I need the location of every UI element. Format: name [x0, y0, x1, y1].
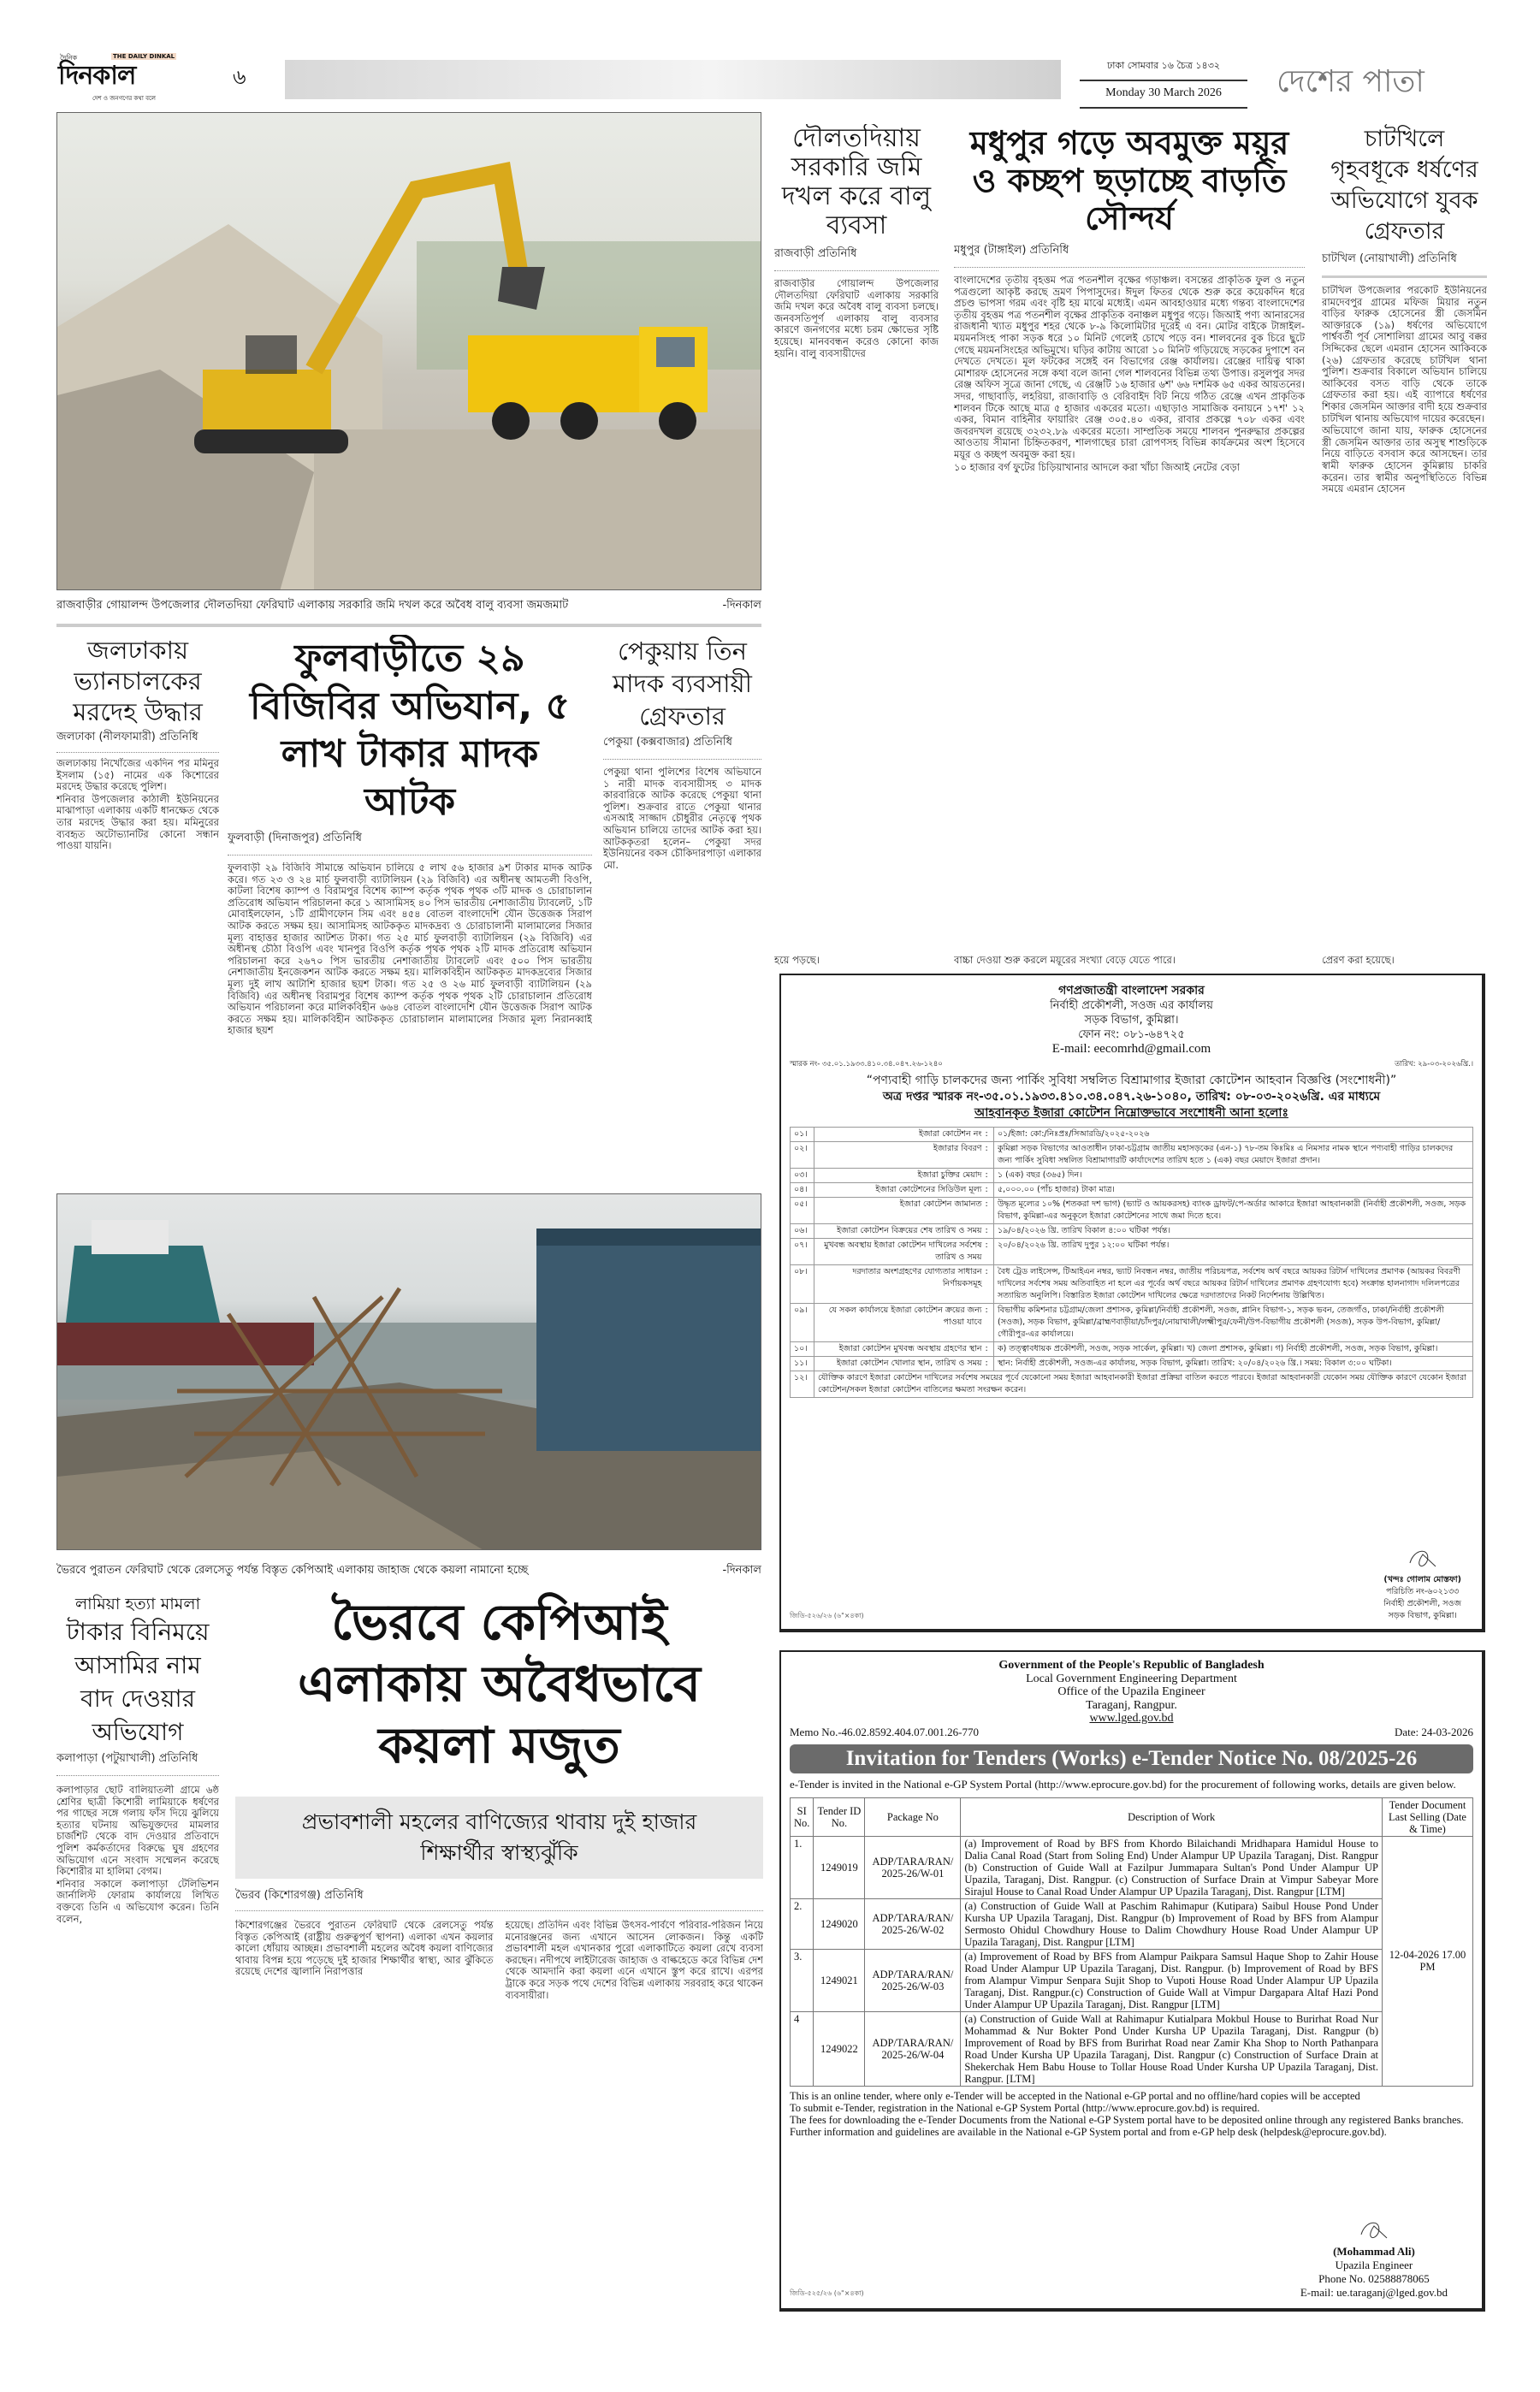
row-value: ১ (এক) বছর (৩৬৫) দিন। — [994, 1169, 1473, 1183]
article-body — [1322, 285, 1487, 951]
notice-dept: Local Government Engineering Department — [1026, 1672, 1237, 1685]
column-header: Description of Work — [961, 1797, 1383, 1836]
article-body — [954, 275, 1305, 951]
package-no: ADP/TARA/RAN/ 2025-26/W-04 — [865, 2011, 961, 2086]
row-value: বৈধ ট্রেড লাইসেন্স, টিআইএন নম্বর, ভ্যাট নিবন্ধন নম্বর, জাতীয় পরিচয়পত্র, সর্বশেষ অর্থ বছরে আয়কর রিটার্ন দাখিলের প্রমাণক (আয়কর বিবরণী দাখিলের সর্বশেষ সময় অতিবাহিত না হলে এর পূর্বের অর্থ বছরে আয়কর রিটার্ন দাখিলের প্রমাণক গ্রহণযোগ্য হবে) সংক্রান্ত হালনাগাদ দলিলপত্রের সত্যায়িত অনুলিপি। বিস্তারিত ইজারা কোটেশন দাখিলের ক্ষেত্রে দরদাতাদের নিকট নির্দেশনায় উল্লিখিত। — [994, 1265, 1473, 1304]
divider — [235, 1910, 763, 1911]
divider — [56, 624, 761, 627]
work-description: (a) Construction of Guide Wall at Paschim Rahimapur (Kutipara) Saibul House Pond Under Kursha UP Upazila Taraganj, Dist. Rangpur (b) Improvement of Road by BFS from Alampur Sermosto Ohidul Chowdhury House to Dalim Chowdhury House Road Under Alampur UP Upazila Taraganj, Dist. Rangpur [LTM] — [961, 1898, 1383, 1949]
caption-credit: -দিনকাল — [722, 599, 761, 612]
photo1-caption — [56, 597, 761, 615]
byline: রাজবাড়ী প্রতিনিধি — [774, 247, 857, 260]
row-colon: : — [986, 1169, 994, 1183]
headline: মধুপুর গড়ে অবমুক্ত ময়ূর ও কচ্ছপ ছড়াচ্ছে বাড়তি সৌন্দর্য — [969, 124, 1289, 237]
row-label: ইজারা কোটেশন নং — [814, 1128, 986, 1142]
si-no: 3. — [791, 1949, 814, 2011]
article-chatkhil — [1322, 124, 1487, 967]
signature-block — [1300, 2219, 1448, 2300]
signature-icon — [1406, 1548, 1440, 1570]
divider — [56, 1775, 219, 1776]
table-row — [791, 1265, 1473, 1304]
notice-title: “পণ্যবাহী গাড়ি চালকদের জন্য পার্কিং সুবিধা সম্বলিত বিশ্রামাগার ইজারা কোটেশন আহবান বিজ্ঞপ্তি (সংশোধনী)” — [866, 1074, 1397, 1087]
memo-number: Memo No.-46.02.8592.404.07.001.26-770 — [790, 1725, 979, 1738]
article-pekua — [603, 635, 761, 1165]
table-row — [791, 1142, 1473, 1169]
column-header: Tender ID No. — [814, 1797, 865, 1836]
notice-org: গণপ্রজাতন্ত্রী বাংলাদেশ সরকার — [1058, 984, 1205, 998]
row-label: ইজারার বিবরণ — [814, 1142, 986, 1169]
row-colon: : — [986, 1224, 994, 1239]
column-header: Tender Document Last Selling (Date & Time) — [1383, 1797, 1473, 1836]
notice-office: নির্বাহী প্রকৌশলী, সওজ এর কার্যালয় — [1050, 999, 1213, 1012]
row-colon: : — [986, 1239, 994, 1265]
signatory-office: সড়ক বিভাগ, কুমিল্লা। — [1388, 1611, 1457, 1620]
article-daulatdia — [774, 124, 939, 967]
table-row — [791, 1128, 1473, 1142]
photo-sand-excavator — [56, 112, 761, 590]
work-description: (a) Improvement of Road by BFS from Khordo Bilaichandi Mridhapara Hamidul House to Dalia Canal Road (Start from Soling End) Under Alampur UP Upazila Taraganj, Dist. Rangpur (b) Construction of Guide Wall at Fazilpur Jummapara Sultan's Pond Under Alampur UP Upazila, Taraganj, Dist. Rangpur. (c) Construction of Surface Drain at Vimpur Sabeyar More Sirajul House to Canal Road Under Alampur UP Upazila Taraganj, Dist. Rangpur [LTM] — [961, 1836, 1383, 1898]
note: To submit e-Tender, registration in the National e-GP System Portal (http://www.eprocure.gov.bd) is required. — [790, 2101, 1260, 2114]
article-ending: হয়ে পড়ছে। — [774, 955, 820, 967]
headline: টাকার বিনিময়ে আসামির নাম বাদ দেওয়ার অভিযোগ — [66, 1618, 210, 1746]
note: The fees for downloading the e-Tender Documents from the National e-GP System portal have to be deposited online through any registered Banks branches. — [790, 2113, 1464, 2126]
row-value: কুমিল্লা সড়ক বিভাগের আওতাধীন ঢাকা-চট্টগ্রাম জাতীয় মহাসড়কের (এন-১) ৭৮-তম কিঃমিঃ এ নিমসার নামক স্থানে পণ্যবাহী গাড়ির চালকদের জন্য পার্কিং সুবিধা সম্বলিত বিশ্রামাগারটি কার্যাদেশের তারিখ হতে ১ (এক) বছর মেয়াদে ইজারা প্রদান। — [994, 1142, 1473, 1169]
notice-phone: ফোন নং: ০৮১-৬৪৭২৫ — [1078, 1028, 1185, 1041]
tender-row — [791, 2011, 1473, 2086]
article-jaldhaka — [56, 635, 219, 1165]
row-label: ইজারা চুক্তির মেয়াদ — [814, 1169, 986, 1183]
row-label: মুখবন্ধ অবস্থায় ইজারা কোটেশন দাখিলের সর্বশেষ তারিখ ও সময় — [814, 1239, 986, 1265]
row-number: ১১। — [791, 1357, 814, 1371]
subheadline-box — [235, 1797, 763, 1879]
table-row — [791, 1371, 1473, 1398]
paragraph: চাটখিল উপজেলার পরকোট ইউনিয়নের রামদেবপুর গ্রামের মফিজ মিয়ার নতুন বাড়ির ফারুক হোসেনের স্ত্রী জেসমিন আক্তারকে (১৯) ধর্ষণের অভিযোগে পার্শ্ববর্তী পূর্ব সোশালিয়া গ্রামের আবু বক্কর সিদ্দিকের ছেলে এমরান হোসেন আকিবকে (২৬) গ্রেফতার করেছে চাটখিল থানা পুলিশ। শুক্রবার বিকালে অভিযান চালিয়ে আকিবের বসত বাড়ি থেকে তাকে গ্রেফতার করা হয়। এই ব্যাপারে ধর্ষণের শিকার জেসমিন আক্তার বাদী হয়ে শুক্রবার চাটখিল থানায় অভিযোগ দায়ের করেছেন। — [1322, 285, 1487, 424]
date-english: Monday 30 March 2026 — [1080, 81, 1247, 109]
article-body: পেকুয়া থানা পুলিশের বিশেষ অভিযানে ১ নারী মাদক ব্যবসায়ীসহ ৩ মাদক কারবারিকে আটক করেছে পেকুয়া থানা পুলিশ। শুক্রবার রাতে পেকুয়া থানার এসআই সাজ্জাদ চৌধুরীর নেতৃত্বে পৃথক অভিযান চালিয়ে তাদের আটক করা হয়। আটককৃতরা হলেন– পেকুয়া সদর ইউনিয়নের বকস চৌকিদারপাড়া এলাকার মো. — [603, 767, 761, 871]
column-header: SI No. — [791, 1797, 814, 1836]
row-colon: : — [986, 1183, 994, 1198]
tender-row — [791, 1949, 1473, 2011]
table-row — [791, 1342, 1473, 1357]
row-value: ৫,০০০.০০ (পাঁচ হাজার) টাকা মাত্র। — [994, 1183, 1473, 1198]
signatory-email: E-mail: ue.taraganj@lged.gov.bd — [1300, 2286, 1448, 2299]
signature-icon — [1357, 2219, 1391, 2241]
row-label: ইজারা কোটেশনের সিডিউল মূল্য — [814, 1183, 986, 1198]
paragraph: কলাপাড়ার ছোট বালিয়াতলী গ্রামে ৬ষ্ঠ শ্রেণির ছাত্রী কিশোরী লামিয়াকে ধর্ষণের পর গাছের সঙ্গে গলায় ফাঁস দিয়ে ঝুলিয়ে হত্যার ঘটনায় অভিযুক্তদের মামলার চার্জশিট থেকে বাদ দেওয়ার প্রতিবাদে পুলিশ কর্মকর্তাদের বিরুদ্ধে ঘুষ গ্রহণের অভিযোগ এনে সংবাদ সম্মেলন করেছে কিশোরীর মা হালিমা বেগম। — [56, 1785, 219, 1878]
page-number: ৬ — [233, 65, 246, 89]
notice-office: Office of the Upazila Engineer — [1057, 1685, 1205, 1698]
article-ending: বাচ্চা দেওয়া শুরু করলে ময়ূরের সংখ্যা বেড়ে যেতে পারে। — [954, 955, 1176, 967]
article-ending: প্রেরণ করা হয়েছে। — [1322, 955, 1395, 967]
divider — [954, 267, 1305, 268]
si-no: 2. — [791, 1898, 814, 1949]
byline: কলাপাড়া (পটুয়াখালী) প্রতিনিধি — [56, 1752, 198, 1765]
article-lamia — [56, 1593, 219, 2363]
note: Further information and guidelines are available in the National e-GP System portal and from e-GP help desk (helpdesk@eprocure.gov.bd). — [790, 2125, 1387, 2138]
headline: দৌলতদিয়ায় সরকারি জমি দখল করে বালু ব্যবসা — [781, 124, 932, 240]
notice-banner: Invitation for Tenders (Works) e-Tender Notice No. 08/2025-26 — [790, 1744, 1473, 1773]
row-label: ইজারা কোটেশন জামানত — [814, 1198, 986, 1224]
signatory-name: (খন্দঃ গোলাম মোস্তফা) — [1383, 1575, 1461, 1584]
notice-division: সড়ক বিভাগ, কুমিল্লা। — [1084, 1014, 1179, 1027]
photo-coal-ship — [56, 1193, 761, 1550]
date-box — [1080, 55, 1247, 106]
notice-org: Government of the People's Republic of Bangladesh — [998, 1659, 1265, 1672]
row-colon: : — [986, 1142, 994, 1169]
row-number: ০১। — [791, 1128, 814, 1142]
table-row — [791, 1169, 1473, 1183]
work-description: (a) Construction of Guide Wall at Rahimapur Kutialpara Mokbul House to Burirhat Road Nur Mohammad & Nur Bokter Pond Under Kursha UP Upazila Taraganj, Dist. Rangpur (b) Improvement of Road by BFS from Burirhat Road near Zamir Kha Shop to North Pathanpara Road Under Kursha UP Upazila Taraganj, Dist. Rangpur (c) Construction of Surface Drain at Shekerchak Hem Babu House to Tollar House Road Under Kursha UP Upazila Taraganj, Dist. Rangpur. [LTM] — [961, 2011, 1383, 2086]
row-number: ০৭। — [791, 1239, 814, 1265]
article-bhairab — [235, 1591, 763, 2361]
tender-id: 1249022 — [814, 2011, 865, 2086]
row-colon: : — [986, 1357, 994, 1371]
si-no: 1. — [791, 1836, 814, 1898]
table-row — [791, 1224, 1473, 1239]
notice-subtitle: অত্র দপ্তর স্মারক নং-৩৫.০১.১৯৩৩.৪১০.৩৪.০৪৭.২৬-১০৪০, তারিখ: ০৮-০৩-২০২৬খ্রি. এর মাধ্যমে — [882, 1090, 1381, 1104]
byline: পেকুয়া (কক্সবাজার) প্রতিনিধি — [603, 736, 732, 749]
byline: ফুলবাড়ী (দিনাজপুর) প্রতিনিধি — [228, 832, 362, 844]
package-no: ADP/TARA/RAN/ 2025-26/W-02 — [865, 1898, 961, 1949]
table-header-row — [791, 1797, 1473, 1836]
tender-row — [791, 1898, 1473, 1949]
row-number: ০৩। — [791, 1169, 814, 1183]
memo-date: Date: 24-03-2026 — [1394, 1725, 1473, 1738]
row-number: ০৮। — [791, 1265, 814, 1304]
row-value: ১৯/০৪/২০২৬ খ্রি. তারিখ বিকাল ৪:০০ ঘটিকা পর্যন্ত। — [994, 1224, 1473, 1239]
article-madhupur — [954, 124, 1305, 967]
divider — [1322, 275, 1487, 278]
headline: জলঢাকায় ভ্যানচালকের মরদেহ উদ্ধার — [73, 636, 203, 726]
logo-small: দৈনিক — [60, 54, 78, 62]
tender-table — [790, 1797, 1473, 2087]
signatory-title: নির্বাহী প্রকৌশলী, সওজ — [1383, 1599, 1461, 1608]
notice-subtitle2: আহবানকৃত ইজারা কোটেশন নিম্নোক্তভাবে সংশোধনী আনা হলোঃ — [974, 1106, 1288, 1120]
signatory-id: পরিচিতি নং-৬০২১৩৩ — [1386, 1587, 1460, 1596]
row-colon: : — [986, 1198, 994, 1224]
row-number: ০৫। — [791, 1198, 814, 1224]
byline: জলঢাকা (নীলফামারী) প্রতিনিধি — [56, 731, 198, 743]
byline: ভৈরব (কিশোরগঞ্জ) প্রতিনিধি — [235, 1889, 364, 1902]
headline: ফুলবাড়ীতে ২৯ বিজিবির অভিযান, ৫ লাখ টাকার মাদক আটক — [249, 636, 571, 824]
row-label: ইজারা কোটেশন বিক্রয়ের শেষ তারিখ ও সময় — [814, 1224, 986, 1239]
row-label: ইজারা কোটেশন মুখবন্ধ অবস্থায় গ্রহণের স্থান — [814, 1342, 986, 1357]
table-row — [791, 1357, 1473, 1371]
row-value: বিভাগীয় কমিশনার চট্টগ্রাম/জেলা প্রশাসক, কুমিল্লা/নির্বাহী প্রকৌশলী, সওজ, প্লানিং বিভাগ-১, সড়ক ভবন, তেজগাঁও, ঢাকা/নির্বাহী প্রকৌশলী (সওজ), সড়ক বিভাগ, কুমিল্লা/ব্রাহ্মণবাড়ীয়া/চাঁদপুর/নোয়াখালী/লক্ষ্মীপুর/ফেনী/উপ-বিভাগীয় প্রকৌশলী (সওজ), সড়ক উপ-বিভাগ, কুমিল্লা/গৌরীপুর-এর কার্যালয়ে। — [994, 1304, 1473, 1342]
table-row — [791, 1183, 1473, 1198]
row-value: উদ্ধৃত মূল্যের ১০% (শতকরা দশ ভাগ) (ভ্যাট ও আয়করসহ) ব্যাংক ড্রাফট/পে-অর্ডার আকারে ইজারা আহবানকারী (নির্বাহী প্রকৌশলী, সওজ, সড়ক বিভাগ, কুমিল্লা-এর অনুকূলে ইজারা কোটেশনের সাথে জমা দিতে হবে। — [994, 1198, 1473, 1224]
signatory-phone: Phone No. 02588878065 — [1318, 2272, 1430, 2285]
ad-footer — [790, 2216, 1473, 2301]
ad-code: জিডি-৫২৬/২৬ (৬"×৪কা) — [790, 1612, 864, 1619]
row-value: ০১/ইজা: কো:/নিঃপ্রঃ/সিআরডি/২০২৫-২০২৬ — [994, 1128, 1473, 1142]
signatory-name: (Mohammad Ali) — [1333, 2245, 1415, 2258]
subheadline: প্রভাবশালী মহলের বাণিজ্যের থাবায় দুই হাজার শিক্ষার্থীর স্বাস্থ্যঝুঁকি — [301, 1809, 697, 1865]
photo2-caption — [56, 1562, 761, 1580]
package-no: ADP/TARA/RAN/ 2025-26/W-03 — [865, 1949, 961, 2011]
caption-text: ভৈরবে পুরাতন ফেরিঘাট থেকে রেলসেতু পর্যন্ত বিস্তৃত কেপিআই এলাকায় জাহাজ থেকে কয়লা নামানো হচ্ছে — [56, 1564, 529, 1577]
signatory-title: Upazila Engineer — [1335, 2259, 1413, 2271]
notice-table — [790, 1127, 1473, 1398]
row-value: ২০/০৪/২০২৬ খ্রি. তারিখ দুপুর ১২:০০ ঘটিকা পর্যন্ত। — [994, 1239, 1473, 1265]
caption-text: রাজবাড়ীর গোয়ালন্দ উপজেলার দৌলতদিয়া ফেরিঘাট এলাকায় সরকারি জমি দখল করে অবৈধ বালু ব্যবসা জমজমাট — [56, 599, 569, 612]
byline: মধুপুর (টাঙ্গাইল) প্রতিনিধি — [954, 244, 1069, 257]
paragraph: বাংলাদেশের তৃতীয় বৃহত্তম পত্র পতনশীল বৃক্ষের গড়াঞ্চল। বসন্তের প্রাকৃতিক ফুল ও নতুন পত্রগুলো আকৃষ্ট করছে ভ্রমণ পিপাসুদের। ঈদুল ফিতর থেকে শুরু করে কয়েকদিন ধরে প্রচণ্ড ভাপসা গরম এবং বৃষ্টি হয় মাঝে মধ্যেই। এমন আবহাওয়ার মধ্যে গন্তব্য বাংলাদেশের তৃতীয় বৃহত্তম পত্র পতনশীল বৃক্ষের প্রাকৃতিক বনাঞ্চল মধুপুর গড়ে। জিআই পণ্য আনারসের রাজধানী খ্যাত মধুপুর শহর থেকে ৮-৯ কিলোমিটার দূরেই এ বন। মোটর বাইকে টাঙ্গাইল-ময়মনসিংহ পাকা সড়ক ধরে ১০ মিনিট গেলেই চোখে পড়ে বন। শালবনের বুক চিরে ছুটে গেছে ময়মনসিংহের অভিমুখে। ঘড়ির কাটায় আরো ১০ মিনিট গড়িয়েছে সড়কের দুপাশে বন দেখতে দেখতে। মূল ফটকের সঙ্গেই বন বিভাগের রেঞ্জ কার্যালয়। রেঞ্জের দায়িত্ব থাকা মোশারফ হোসেনের সঙ্গে কথা বলে জানা গেল শালবনের বিভিন্ন তথ্য উপাত্ত। রসুলপুর সদর রেঞ্জ অফিস সূত্রে জানা গেছে, এ রেঞ্জটি ১৬ হাজার ৬শ' ৬৬ দশমিক ৬৫ একর আয়তনের। সদর, গাছাবাড়ি, লহরিয়া, রাজাবাড়ি ও বেরিবাইদ বিট নিয়ে গঠিত রেঞ্জে এখন প্রাকৃতিক শালবন টিকে আছে মাত্র ৫ হাজার একরের মতো। এছাড়াও সামাজিক বনায়নে ১৭শ' ১২ একর, বিমান বাহিনীর ফায়ারিং রেঞ্জ ৩০৫.৪০ একর, রাবার প্রকল্পে ৭০৮ একর এবং জবরদখল রয়েছে ৩২৩২.৮৯ একরের মতো। সাম্প্রতিক সময়ে শালবন পুনরুদ্ধার প্রকল্পের আওতায় সীমানা চিহ্নিতকরণ, শালগাছের চারা রোপণসহ বিভিন্ন কার্যক্রমের অংশ হিসেবে ময়ূর ও কচ্ছপ অবমুক্ত করা হয়। — [954, 275, 1305, 460]
table-row — [791, 1304, 1473, 1342]
notice-website-link[interactable]: www.lged.gov.bd — [1089, 1712, 1174, 1725]
row-value: স্থান: নির্বাহী প্রকৌশলী, সওজ-এর কার্যালয়, সড়ক বিভাগ, কুমিল্লা। তারিখ: ২০/০৪/২০২৬ খ্রি.। সময়: বিকাল ৩:০০ ঘটিকা। — [994, 1357, 1473, 1371]
row-colon: : — [986, 1342, 994, 1357]
memo-number: স্মারক নং- ৩৫.০১.১৯৩৩.৪১০.৩৪.০৪৭.২৬-১২৪০ — [790, 1060, 943, 1069]
tender-id: 1249021 — [814, 1949, 865, 2011]
row-number: ১২। — [791, 1371, 814, 1398]
tender-row — [791, 1836, 1473, 1898]
row-number: ০৯। — [791, 1304, 814, 1342]
date-bangla: ঢাকা সোমবার ১৬ চৈত্র ১৪৩২ — [1080, 55, 1247, 81]
ad-code: জিডি-৫২৫/২৬ (৬"×৪কা) — [790, 2289, 864, 2297]
logo-tagline: দেশ ও জনগণের কথা বলে — [92, 95, 157, 102]
memo-date: তারিখ: ২৯-০৩-২০২৬খ্রি.। — [1395, 1060, 1473, 1069]
notice-intro: e-Tender is invited in the National e-GP System Portal (http://www.eprocure.gov.bd) for the procurement of following works, details are given below. — [790, 1777, 1456, 1791]
divider — [56, 752, 219, 753]
caption-credit: -দিনকাল — [722, 1564, 761, 1577]
row-number: ০২। — [791, 1142, 814, 1169]
article-body-col1: কিশোরগঞ্জের ভৈরবে পুরাতন ফেরিঘাট থেকে রেলসেতু পর্যন্ত বিস্তৃত কেপিআই (রাষ্ট্রীয় গুরুত্বপূর্ণ স্থাপনা) এলাকা এখন কয়লার কালো ধোঁয়ায় আচ্ছন্ন। প্রভাবশালী মহলের অবৈধ কয়লা বাণিজ্যের থাবায় বিপন্ন হয়ে পড়েছে দুই হাজার শিক্ষার্থীর স্বাস্থ্য, আর ঝুঁকিতে রয়েছে দেশের জ্বালানি নিরাপত্তার — [235, 1920, 494, 1978]
paragraph: শনিবার সকালে কলাপাড়া টেলিভিশন জার্নালিস্ট ফোরাম কার্যালয়ে লিখিত বক্তব্যে তিনি এ অভিযোগ করেন। তিনি বলেন, — [56, 1877, 219, 1925]
si-no: 4 — [791, 2011, 814, 2086]
tender-id: 1249020 — [814, 1898, 865, 1949]
article-phulbari — [228, 635, 592, 1165]
notice-email: E-mail: eecomrhd@gmail.com — [1051, 1042, 1211, 1056]
article-body — [56, 758, 219, 1165]
byline: চাটখিল (নোয়াখালী) প্রতিনিধি — [1322, 252, 1457, 265]
row-label: দরদাতার অংশগ্রহণের যোগ্যতার সাধারন নির্ণায়কসমূহ — [814, 1265, 986, 1304]
article-body: ফুলবাড়ী ২৯ বিজিবি সীমান্তে অভিযান চালিয়ে ৫ লাখ ৫৬ হাজার ৯শ টাকার মাদক আটক করে। গত ২৩ ও ২৪ মার্চ ফুলবাড়ী ব্যাটালিয়ন (২৯ বিজিবি) এর অধীনস্থ আমতলী বিওপি, কাটলা বিশেষ ক্যাম্প ও বিরামপুর বিশেষ ক্যাম্প কর্তৃক পৃথক পৃথক ৩টি মাদক ও চোরাচালান প্রতিরোধ অভিযান পরিচালনা করে ১ আসামিসহ ৪০ পিস ভারতীয় নেশাজাতীয় ট্যাবলেট, ১টি মোবাইলফোন, ১টি গ্রামীণফোন সিম এবং ৪৫৪ বোতল বাংলাদেশি যৌন উত্তেজক সিরাপ আটক করতে সক্ষম হয়। আসামিসহ আটককৃত মাদকদ্রব্য ও চোরাচালানী মালামালের সিজার মূল্য বাহাত্তর হাজার আটশত টাকা। গত ২৫ মার্চ ফুলবাড়ী ব্যাটালিয়ন (২৯ বিজিবি) এর অধীনস্থ চৌঠা বিওপি এবং খানপুর বিওপি কর্তৃক পৃথক পৃথক ২টি মাদক প্রতিরোধ অভিযান পরিচালনা করে ২৬৭০ পিস ভারতীয় নেশাজাতীয় ট্যাবলেট এবং ৫০০ পিস ভারতীয় নেশাজাতীয় ইনজেকশন আটক করতে সক্ষম হয়। মালিকবিহীন আটককৃত মাদকদ্রব্যের সিজার মূল্য দুই লাখ আটাশি হাজার ছয়শ টাকা। গত ২৫ ও ২৬ মার্চ ফুলবাড়ী ব্যাটালিয়ন (২৯ বিজিবি) এর অধীনস্থ বিরামপুর বিশেষ ক্যাম্প কর্তৃক পৃথক পৃথক ২টি চোরাচালান প্রতিরোধ অভিযান পরিচালনা করে মালিকবিহীন ৬৬৪ বোতল বাংলাদেশি যৌন উত্তেজক সিরাপ আটক করতে সক্ষম হয়। মালিকবিহীন আটককৃত চোরাচালান মালামালের সিজার মূল্য নিরানব্বাই হাজার ছয়শ — [228, 862, 592, 1037]
row-value: যৌক্তিক কারণে ইজারা কোটেশন দাখিলের সর্বশেষ সময়ের পূর্বে যেকোনো সময় ইজারা আহবানকারী ইজারা প্রক্রিয়া বাতিল করতে পারবে। ইজারা আহবানকারী যেকোন সময় যৌক্তিক কারণে যেকোন ইজারা কোটেশন/সকল ইজারা কোটেশন বাতিলের ক্ষমতা সংরক্ষন করেন। — [814, 1371, 1473, 1398]
article-body — [56, 1785, 219, 2363]
tender-id: 1249019 — [814, 1836, 865, 1898]
paragraph: ১০ হাজার বর্গ ফুটের চিড়িয়াখানার আদলে করা খাঁচা জিআই নেটের বেড়া — [954, 460, 1241, 473]
logo-english: THE DAILY DINKAL — [113, 53, 175, 60]
article-body: রাজবাড়ীর গোয়ালন্দ উপজেলার দৌলতদিয়া ফেরিঘাট এলাকায় সরকারি জমি দখল করে অবৈধ বালু ব্যবসা চলছে। জনবসতিপূর্ণ এলাকায় বালু ব্যবসার কারণে জনগণের মধ্যে চরম ক্ষোভের সৃষ্টি হয়েছে। মানববন্ধন করেও কোনো কাজ হয়নি। বালু ব্যবসায়ীদের — [774, 278, 939, 359]
row-label: যে সকল কার্যালয়ে ইজারা কোটেশন ক্রয়ের জন্য পাওয়া যাবে — [814, 1304, 986, 1342]
notice-rhd-comilla — [779, 974, 1485, 1632]
row-colon: : — [986, 1265, 994, 1304]
row-number: ১০। — [791, 1342, 814, 1357]
masthead-logo — [58, 53, 187, 103]
logo-text: দিনকাল — [58, 61, 136, 91]
paragraph: অভিযোগে জানা যায়, ফারুক হোসেনের স্ত্রী জেসমিন আক্তার তার অসুস্থ শাশুড়িকে নিয়ে বাড়িতে বসবাস করে আসছেন। তার স্বামী ফারুক হোসেন কুমিল্লায় চাকরি করেন। তার স্বামীর অনুপস্থিতিতে বিভিন্ন সময়ে এমরান হোসেন — [1322, 424, 1487, 495]
row-number: ০৬। — [791, 1224, 814, 1239]
signature-block — [1383, 1548, 1461, 1622]
kicker: লামিয়া হত্যা মামলা — [75, 1595, 200, 1613]
article-body-col2: হয়েছে। প্রতিদিন এবং বিভিন্ন উৎসব-পার্বণে পরিবার-পরিজন নিয়ে মনোরঞ্জনের জন্য এখানে আসেন লোকজন। কিন্তু একটি প্রভাবশালী মহল এখানকার পুরো এলাকাটিতে কয়লা রেখে ব্যবসা করছেন। নদীপথে লাইটারেজ জাহাজ ও বাল্কহেডে করে বিভিন্ন দেশ থেকে আমদানি করা কয়লা এনে এখানে স্তুপ করে রাখে। এরপর ট্রাকে করে সড়ক পথে দেশের বিভিন্ন এলাকায় সরবরাহ করে থাকেন ব্যবসায়ীরা। — [505, 1920, 763, 2001]
paragraph: জলঢাকায় নিখোঁজের একদিন পর মমিনুর ইসলাম (১৫) নামের এক কিশোরের মরদেহ উদ্ধার করেছে পুলিশ। — [56, 758, 219, 793]
table-row — [791, 1198, 1473, 1224]
last-selling-date: 12-04-2026 17.00 PM — [1383, 1836, 1473, 2086]
row-colon: : — [986, 1304, 994, 1342]
headline: পেকুয়ায় তিন মাদক ব্যবসায়ী গ্রেফতার — [613, 636, 752, 731]
notice-location: Taraganj, Rangpur. — [1086, 1698, 1177, 1712]
headline: ভৈরবে কেপিআই এলাকায় অবৈধভাবে কয়লা মজুত — [298, 1593, 701, 1774]
work-description: (a) Improvement of Road by BFS from Alampur Paikpara Samsul Haque Shop to Zahir House Road Under Alampur UP Upazila Taraganj, Dist. Rangpur. (b) Improvement of Road by BFS from Alampur Vimpur Senpara Sujit Shop to Vupoti House Road Under Alampur UP Upazila Taraganj, Dist. Rangpur.(c) Construction of Guide Wall at Vimpur Dargapara Altaf Hazi Pond Under Alampur UP Upazila Taraganj, Dist. Rangpur [LTM] — [961, 1949, 1383, 2011]
ad-footer — [790, 1544, 1473, 1624]
table-row — [791, 1239, 1473, 1265]
divider — [774, 270, 939, 271]
notice-lged-taraganj — [779, 1650, 1485, 2312]
divider — [603, 759, 761, 760]
column-header: Package No — [865, 1797, 961, 1836]
header-banner-bar — [285, 60, 1061, 99]
divider — [228, 855, 592, 856]
row-value: ক) তত্ত্বাবধায়ক প্রকৌশলী, সওজ, সড়ক সার্কেল, কুমিল্লা। খ) জেলা প্রশাসক, কুমিল্লা। গ) নির্বাহী প্রকৌশলী, সওজ, সড়ক বিভাগ, কুমিল্লা। — [994, 1342, 1473, 1357]
package-no: ADP/TARA/RAN/ 2025-26/W-01 — [865, 1836, 961, 1898]
headline: চাটখিলে গৃহবধূকে ধর্ষণের অভিযোগে যুবক গ্রেফতার — [1330, 126, 1478, 245]
section-title: দেশের পাতা — [1276, 64, 1424, 99]
paragraph: শনিবার উপজেলার কাঠালী ইউনিয়নের মাঝাপাড়া এলাকায় একটি ধানক্ষেত থেকে তার মরদেহ উদ্ধার করা হয়। মমিনুরের ব্যবহৃত অটোভ্যানটির কোনো সন্ধান পাওয়া যায়নি। — [56, 792, 219, 852]
row-number: ০৪। — [791, 1183, 814, 1198]
note: This is an online tender, where only e-Tender will be accepted in the National e-GP portal and no offline/hard copies will be accepted — [790, 2089, 1360, 2102]
row-colon: : — [986, 1128, 994, 1142]
row-label: ইজারা কোটেশন খোলার স্থান, তারিখ ও সময় — [814, 1357, 986, 1371]
